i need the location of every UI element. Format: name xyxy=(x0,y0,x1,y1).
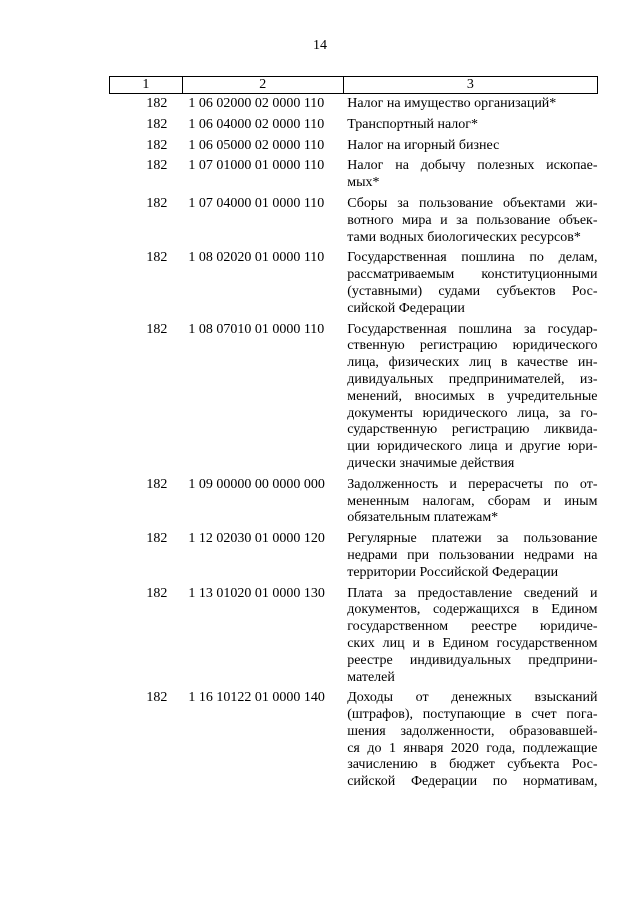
admin-code-cell: 182 xyxy=(146,690,168,706)
description-line: Регулярные платежи за пользование xyxy=(347,531,598,547)
table-row xyxy=(110,156,598,194)
revenue-description-cell xyxy=(343,475,597,529)
description-line: документов, содержащихся в Едином xyxy=(347,602,598,618)
description-line: Налог на добычу полезных ископае- xyxy=(347,158,598,174)
revenue-code-cell: 1 09 00000 00 0000 000 xyxy=(188,476,325,492)
header-col-2: 2 xyxy=(182,77,343,94)
table-row xyxy=(110,94,598,115)
description-line: шения задолженности, образовавшей- xyxy=(347,723,598,739)
table-row xyxy=(110,688,598,793)
description-line: недрами при пользовании недрами на xyxy=(347,547,598,563)
description-line: сударственную регистрацию ликвида- xyxy=(347,422,598,438)
description-line: государственном реестре юридиче- xyxy=(347,619,598,635)
header-col-1: 1 xyxy=(110,77,183,94)
description-line: реестре индивидуальных предприни- xyxy=(347,652,598,668)
revenue-code-cell: 1 07 04000 01 0000 110 xyxy=(188,195,325,211)
revenue-code-cell: 1 08 07010 01 0000 110 xyxy=(188,321,325,337)
table-body xyxy=(110,94,598,794)
description-line: Государственная пошлина за государ- xyxy=(347,321,598,337)
description-line: дивидуальных предпринимателей, из- xyxy=(347,371,598,387)
table-row xyxy=(110,194,598,248)
description-line: вотного мира и за пользование объек- xyxy=(347,212,598,228)
table-row xyxy=(110,248,598,319)
description-line: сийской Федерации xyxy=(347,300,465,316)
description-line: Доходы от денежных взысканий xyxy=(347,690,598,706)
revenue-description-cell xyxy=(343,94,597,115)
description-line: территории Российской Федерации xyxy=(347,564,559,580)
revenue-code-cell: 1 13 01020 01 0000 130 xyxy=(188,585,325,601)
description-line: документы юридического лица, за го- xyxy=(347,405,598,421)
admin-code-cell: 182 xyxy=(146,531,168,547)
admin-code-cell: 182 xyxy=(146,195,168,211)
page-number: 14 xyxy=(313,38,327,53)
revenue-description-cell xyxy=(343,136,597,157)
description-line: Налог на игорный бизнес xyxy=(347,137,500,153)
admin-code-cell: 182 xyxy=(146,476,168,492)
admin-code-cell: 182 xyxy=(146,321,168,337)
revenue-code-cell: 1 16 10122 01 0000 140 xyxy=(188,690,325,706)
description-line: Сборы за пользование объектами жи- xyxy=(347,195,598,211)
table-header xyxy=(110,77,598,94)
revenue-description-cell xyxy=(343,584,597,689)
revenue-codes-table xyxy=(109,76,598,793)
admin-code-cell: 182 xyxy=(146,158,168,174)
description-line: сийской Федерации по нормативам, xyxy=(347,774,598,790)
admin-code-cell: 182 xyxy=(146,250,168,266)
description-line: ся до 1 января 2020 года, подлежащие xyxy=(347,740,598,756)
table-row xyxy=(110,584,598,689)
admin-code-cell: 182 xyxy=(146,585,168,601)
revenue-description-cell xyxy=(343,115,597,136)
revenue-code-cell: 1 07 01000 01 0000 110 xyxy=(188,158,325,174)
admin-code-cell: 182 xyxy=(146,116,168,132)
description-line: Задолженность и перерасчеты по от- xyxy=(347,476,598,492)
revenue-code-cell: 1 08 02020 01 0000 110 xyxy=(188,250,325,266)
table-row xyxy=(110,475,598,529)
table-row xyxy=(110,529,598,583)
revenue-code-cell: 1 06 04000 02 0000 110 xyxy=(188,116,325,132)
revenue-description-cell xyxy=(343,194,597,248)
description-line: тами водных биологических ресурсов* xyxy=(347,229,581,245)
description-line: Государственная пошлина по делам, xyxy=(347,250,598,266)
revenue-description-cell xyxy=(343,688,597,793)
table-row xyxy=(110,320,598,475)
description-line: менений, вносимых в учредительные xyxy=(347,388,598,404)
revenue-description-cell xyxy=(343,529,597,583)
description-line: (уставными) судами субъектов Рос- xyxy=(347,283,598,299)
admin-code-cell: 182 xyxy=(146,137,168,153)
description-line: мых* xyxy=(347,175,380,191)
description-line: рассматриваемым конституционными xyxy=(347,267,598,283)
description-line: Налог на имущество организаций* xyxy=(347,96,557,111)
header-row xyxy=(110,77,598,94)
revenue-code-cell: 1 06 02000 02 0000 110 xyxy=(188,96,325,111)
table-row xyxy=(110,136,598,157)
description-line: Транспортный налог* xyxy=(347,116,479,132)
description-line: (штрафов), поступающие в счет пога- xyxy=(347,707,598,723)
description-line: Плата за предоставление сведений и xyxy=(347,585,598,601)
description-line: мателей xyxy=(347,669,395,685)
revenue-description-cell xyxy=(343,248,597,319)
description-line: ских лиц и в Едином государственном xyxy=(347,635,598,651)
admin-code-cell: 182 xyxy=(146,96,168,111)
header-col-3: 3 xyxy=(343,77,597,94)
description-line: ственную регистрацию юридического xyxy=(347,338,598,354)
revenue-code-cell: 1 12 02030 01 0000 120 xyxy=(188,531,325,547)
revenue-description-cell xyxy=(343,320,597,475)
revenue-description-cell xyxy=(343,156,597,194)
description-line: лица, физических лиц в качестве ин- xyxy=(347,355,598,371)
description-line: обязательным платежам* xyxy=(347,510,499,526)
table-row xyxy=(110,115,598,136)
description-line: дически значимые действия xyxy=(347,455,515,471)
description-line: ции юридического лица и другие юри- xyxy=(347,439,598,455)
description-line: зачислению в бюджет субъекта Рос- xyxy=(347,757,598,773)
revenue-code-cell: 1 06 05000 02 0000 110 xyxy=(188,137,325,153)
description-line: мененным налогам, сборам и иным xyxy=(347,493,598,509)
